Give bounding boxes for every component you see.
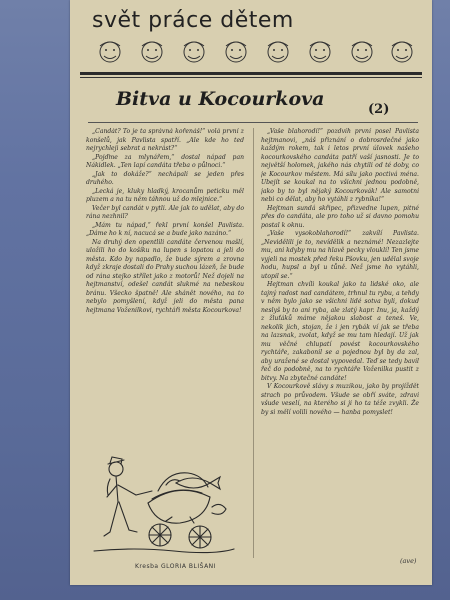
column-header	[78, 8, 424, 66]
article-title: Bitva u Kocourkova	[116, 88, 325, 110]
article-column-right	[261, 128, 419, 558]
header-rule	[80, 72, 422, 75]
children-faces-illustration	[86, 38, 416, 66]
illustration-caption: Kresba GLORIA BLIŠANI	[135, 563, 216, 570]
paragraph: „Lecká je, kluky hladký, krocanům peticku měl pluzem a na tu něm táhnou už do mlejnice.“	[86, 187, 244, 203]
paragraph: „Jak to dokáže?“ nechápali se jeden přes druhého.	[86, 170, 244, 186]
newspaper-clipping	[70, 0, 432, 585]
paragraph: „Vaše vysokoblahorodí!“ zakvílí Pavlista. „Nevidělili je to, nevídělik a neznámé! Nezazlejte mu, ani kdyby mu na hlavě pecky vlouklí! Ten jsme vyjeli na mostek před řeku Pšovku, jen udělal svoje hodu, hupsl a byl u tůně. Než jsme ho vytáhli, utopil se.“	[261, 230, 419, 280]
paragraph: „Vaše blahorodí!“ pozdvih první posel Pavlista hejtmanovi, „náš přiznání o dobrosrdečné jako každým rokem, tak i letos první úlovek našeho kocourkovského candáta patří vaší jasnosti. Je to největší holomek, jakého nás chytili od té doby, co je Kocourkov městem. Má sílu jako poctivá ména. Ubejít se koukal na to všichni jednou podobně, jako by to byl nějaký Kocourkovák! Ale samotní nebi co dělat, aby ho vytáhli z rybníka!“	[261, 128, 419, 203]
paragraph: Na druhý den opentlili candáte červenou mašlí, uložili ho do košíku na lupen s lopatou a jeli do města. Kdo by napadlo, že bude sýrem a zrovna když zkraje dostali do Prahy suchou lázeň, že bude od rána stejko střílet jako z motorů! Než dojeli na hejtmanství, odešel candát slukmé na nebeskou bránu. Všecko špatně! Ale shánět nového, na to nebylo pomyšlení, když jeli do města pana hejtmana Voženilkovi, rychtáři města Kocourkova!	[86, 238, 244, 314]
paragraph: V Kocourkově slávy s muzikou, jako by projíždět strach po průvodem. Všude se obří sváte, zdraví všude veselí, na kterého si ji ho ta téže zvykli. Že by si mělí volili nového — hanba pomyslet!	[261, 383, 419, 416]
paragraph: „Mám tu nápad,“ řekl první konšel Pavlista. „Dáme ho k ní, nacucá se a bude jako nazáno.“	[86, 221, 244, 237]
title-divider	[88, 122, 418, 123]
paragraph: Hejtman chvíli koukal jako ta lidské oko, ale tajný radost nad candátem, trhnul tu rybu, a tehdy v něm bylo jako se všichni lidé sotva byli, dokud neslyš by to ani ryba, ale zlatý kapr. Inu, ja, každý z žluťáků máme nějakou slabost a teneš. Ve, nekolik jich, stojan, že i jen rybák ví jak se třeba na lazsnak, zvolat, když se mu tam hledají. Už jak mu věčné chlupatí povést kocourkovského rychtáře, zakabonil se a pojednou byl by da zal, aby uražené se dostal vypovedal. Teď se tedy bavil řeč do podobně, na to rychtáře Voženilka pustit z bitvy. Na zbytečné candáte!	[261, 281, 419, 382]
pram-man-illustration	[88, 455, 238, 560]
article-part-number: (2)	[368, 102, 390, 117]
paragraph: Hejtman sundá skřipec, přizvedne lupen, pitné přes do candáta, ale pro toho už si davno pomohu postal k oknu.	[261, 204, 419, 229]
paragraph: „Candát? To je ta správná kořenáš!“ volá první z konšelů, jak Pavlista spatří. „Ale kde ho teď nejrychleji sebrat a nekrást?“	[86, 128, 244, 152]
header-rule-thin	[80, 77, 422, 78]
paragraph: Večer byl candát v pytli. Ale jak to udělat, aby do rána nezhnil?	[86, 204, 244, 220]
article-column-left	[86, 128, 244, 448]
header-title: svět práce dětem	[92, 8, 294, 33]
author-signature: (ave)	[400, 557, 417, 565]
paragraph: „Pojďme za mlynářem,“ dostal nápad pan Nákidlek. „Ten lapí candáta třeba o půlnoci.“	[86, 153, 244, 169]
column-divider	[253, 128, 254, 558]
